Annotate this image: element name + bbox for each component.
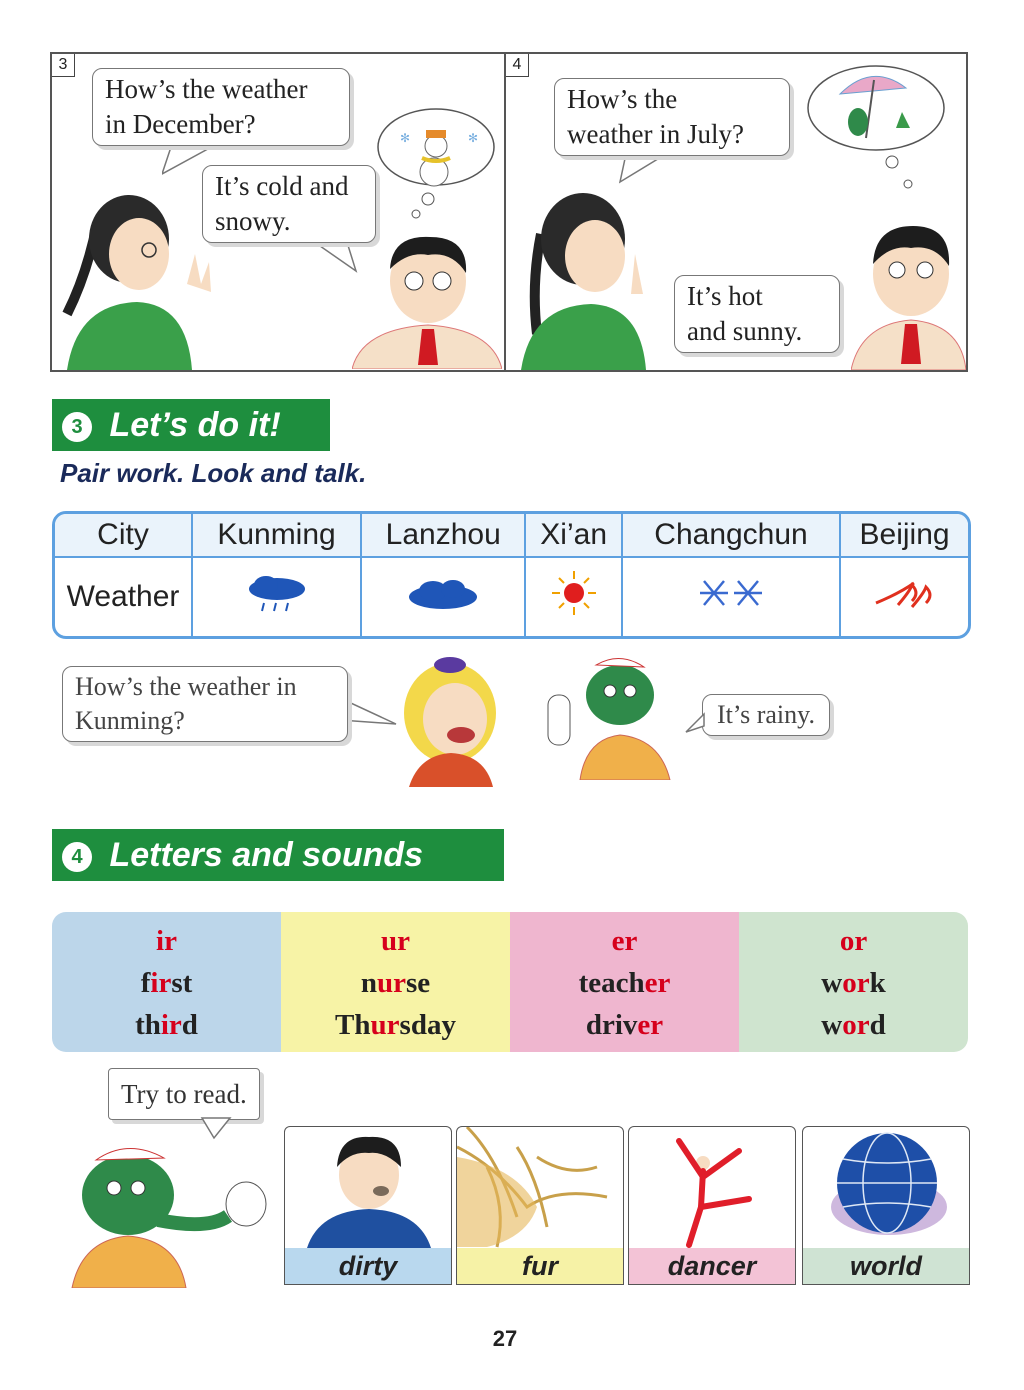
phonics-word: teacher bbox=[578, 967, 671, 999]
phonics-column-or bbox=[739, 912, 968, 1052]
cloudy-icon bbox=[403, 573, 483, 613]
table-header-cell: Changchun bbox=[622, 514, 840, 557]
section-3-header bbox=[52, 399, 330, 451]
table-header-cell: Beijing bbox=[840, 514, 968, 557]
section-title: Letters and sounds bbox=[109, 836, 424, 874]
boy-illustration bbox=[851, 214, 966, 370]
speech-bubble-try-read bbox=[108, 1068, 260, 1120]
bubble-tail bbox=[340, 690, 400, 730]
table-cell bbox=[622, 557, 840, 636]
bubble-text: snowy. bbox=[215, 206, 291, 236]
weather-table bbox=[52, 511, 971, 639]
table-row bbox=[55, 557, 968, 636]
bubble-text: How’s the bbox=[567, 84, 678, 114]
thought-cloud-umbrella-icon bbox=[796, 58, 956, 198]
thought-cloud-snowman-icon bbox=[370, 102, 500, 222]
table-cell bbox=[361, 557, 525, 636]
table-header-cell: Lanzhou bbox=[361, 514, 525, 557]
bubble-tail bbox=[684, 712, 706, 734]
rainy-cloud-icon bbox=[242, 573, 312, 613]
globe-icon bbox=[803, 1127, 969, 1248]
section-number-badge: 4 bbox=[62, 842, 92, 872]
bubble-text: It’s cold and bbox=[215, 171, 349, 201]
table-header-cell: Kunming bbox=[192, 514, 361, 557]
bubble-text: How’s the weather bbox=[105, 74, 308, 104]
bubble-tail bbox=[310, 239, 360, 275]
svg-text:✻: ✻ bbox=[468, 131, 479, 145]
phonics-column-ur bbox=[281, 912, 510, 1052]
word-label: fur bbox=[457, 1248, 623, 1284]
phonics-word: first bbox=[140, 967, 193, 999]
word-card-dirty bbox=[284, 1126, 452, 1285]
boy-illustration bbox=[352, 229, 502, 369]
panel-number: 3 bbox=[52, 54, 75, 77]
speech-bubble-question bbox=[92, 68, 350, 146]
section-number-badge: 3 bbox=[62, 412, 92, 442]
table-header-row bbox=[55, 514, 968, 557]
crocodile-mascot-illustration bbox=[540, 655, 680, 780]
phonics-pattern: or bbox=[839, 925, 868, 957]
phonics-word: word bbox=[821, 1009, 886, 1041]
comic-panel-3 bbox=[50, 52, 506, 372]
word-card-dancer bbox=[628, 1126, 796, 1285]
phonics-column-ir bbox=[52, 912, 281, 1052]
bubble-text: It’s rainy. bbox=[717, 700, 815, 729]
speech-bubble-answer bbox=[674, 275, 840, 353]
bubble-tail bbox=[616, 154, 676, 184]
table-header-cell: City bbox=[55, 514, 192, 557]
letters-sounds-table bbox=[52, 912, 968, 1052]
phonics-word: work bbox=[821, 967, 886, 999]
phonics-pattern: ur bbox=[381, 925, 410, 957]
table-cell bbox=[192, 557, 361, 636]
phonics-word: nurse bbox=[360, 967, 431, 999]
bubble-text: How’s the weather in bbox=[75, 672, 297, 701]
page-number: 27 bbox=[492, 1326, 518, 1351]
phonics-pattern: er bbox=[611, 925, 638, 957]
bubble-tail bbox=[200, 1116, 240, 1142]
phonics-word: Thursday bbox=[335, 1009, 456, 1041]
dancer-illustration bbox=[629, 1127, 795, 1248]
fur-illustration bbox=[457, 1127, 623, 1248]
word-label: dirty bbox=[285, 1248, 451, 1284]
speech-bubble-question bbox=[554, 78, 790, 156]
table-cell bbox=[525, 557, 621, 636]
table-header-cell: Xi’an bbox=[525, 514, 621, 557]
phonics-word: third bbox=[135, 1009, 198, 1041]
bubble-text: It’s hot bbox=[687, 281, 763, 311]
dirty-boy-illustration bbox=[285, 1127, 451, 1248]
phonics-word: driver bbox=[585, 1009, 664, 1041]
table-cell bbox=[840, 557, 968, 636]
panel-number: 4 bbox=[506, 54, 529, 77]
speech-bubble-question bbox=[62, 666, 348, 742]
comic-panel-4 bbox=[504, 52, 968, 372]
section-title: Let’s do it! bbox=[109, 406, 281, 444]
bubble-text: Kunming? bbox=[75, 706, 185, 735]
bubble-text: weather in July? bbox=[567, 119, 744, 149]
snowy-icon bbox=[686, 573, 776, 613]
word-label: dancer bbox=[629, 1248, 795, 1284]
section-4-header bbox=[52, 829, 504, 881]
bubble-text: in December? bbox=[105, 109, 256, 139]
bubble-text: Try to read. bbox=[121, 1079, 247, 1109]
speech-bubble-answer bbox=[202, 165, 376, 243]
windy-icon bbox=[870, 573, 940, 613]
bubble-text: and sunny. bbox=[687, 316, 803, 346]
girl-illustration bbox=[511, 184, 681, 370]
speech-bubble-answer bbox=[702, 694, 830, 736]
phonics-column-er bbox=[510, 912, 739, 1052]
svg-text:✻: ✻ bbox=[400, 131, 411, 145]
sunny-icon bbox=[544, 568, 604, 618]
word-label: world bbox=[803, 1248, 969, 1284]
table-row-label: Weather bbox=[55, 557, 192, 636]
phonics-pattern: ir bbox=[156, 925, 177, 957]
crocodile-mascot-waving-illustration bbox=[68, 1140, 273, 1288]
blonde-girl-illustration bbox=[395, 655, 505, 787]
word-card-fur bbox=[456, 1126, 624, 1285]
instruction-text: Pair work. Look and talk. bbox=[60, 458, 367, 488]
word-card-world bbox=[802, 1126, 970, 1285]
